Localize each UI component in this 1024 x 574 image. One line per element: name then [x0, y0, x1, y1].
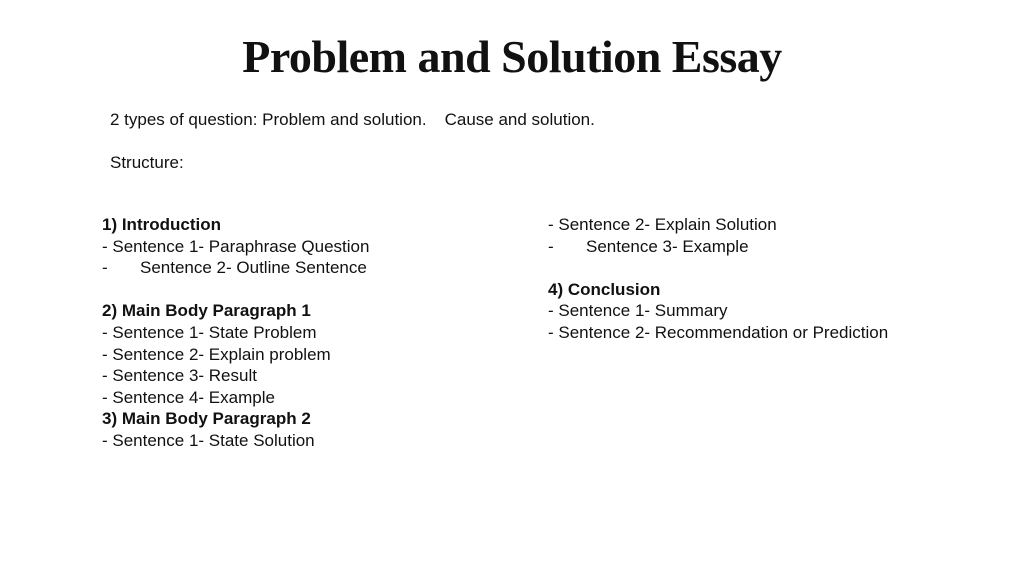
- list-item-text: Sentence 2- Outline Sentence: [140, 258, 367, 278]
- section-heading-conclusion: 4) Conclusion: [548, 279, 661, 299]
- list-item-text: Sentence 3- Example: [586, 236, 749, 256]
- section-heading-main-body-2: 3) Main Body Paragraph 2: [102, 409, 311, 429]
- list-item: - Sentence 2- Explain problem: [102, 344, 331, 364]
- list-item: - Sentence 1- Paraphrase Question: [102, 236, 370, 256]
- question-type-cause-solution: Cause and solution.: [444, 110, 595, 129]
- bullet-dash: -: [102, 258, 108, 278]
- slide-title: Problem and Solution Essay: [242, 31, 782, 82]
- list-item: - Sentence 2- Explain Solution: [548, 215, 777, 234]
- question-type-problem-solution: 2 types of question: Problem and solution.: [110, 110, 427, 129]
- list-item: - Sentence 3- Result: [102, 366, 257, 386]
- list-item: [102, 257, 522, 279]
- list-item: - Sentence 1- Summary: [548, 301, 728, 321]
- section-heading-main-body-1: 2) Main Body Paragraph 1: [102, 301, 311, 321]
- list-item: - Sentence 2- Recommendation or Prediction: [548, 322, 889, 342]
- bullet-dash: -: [548, 236, 554, 256]
- structure-left-column: [102, 214, 522, 452]
- list-item: - Sentence 1- State Solution: [102, 430, 315, 450]
- structure-label: Structure:: [110, 153, 184, 172]
- list-item: - Sentence 1- State Problem: [102, 322, 317, 342]
- section-heading-introduction: 1) Introduction: [102, 215, 221, 234]
- list-item: [548, 236, 988, 258]
- structure-right-column: [548, 214, 988, 344]
- question-types-line: [110, 110, 595, 130]
- list-item: - Sentence 4- Example: [102, 387, 275, 407]
